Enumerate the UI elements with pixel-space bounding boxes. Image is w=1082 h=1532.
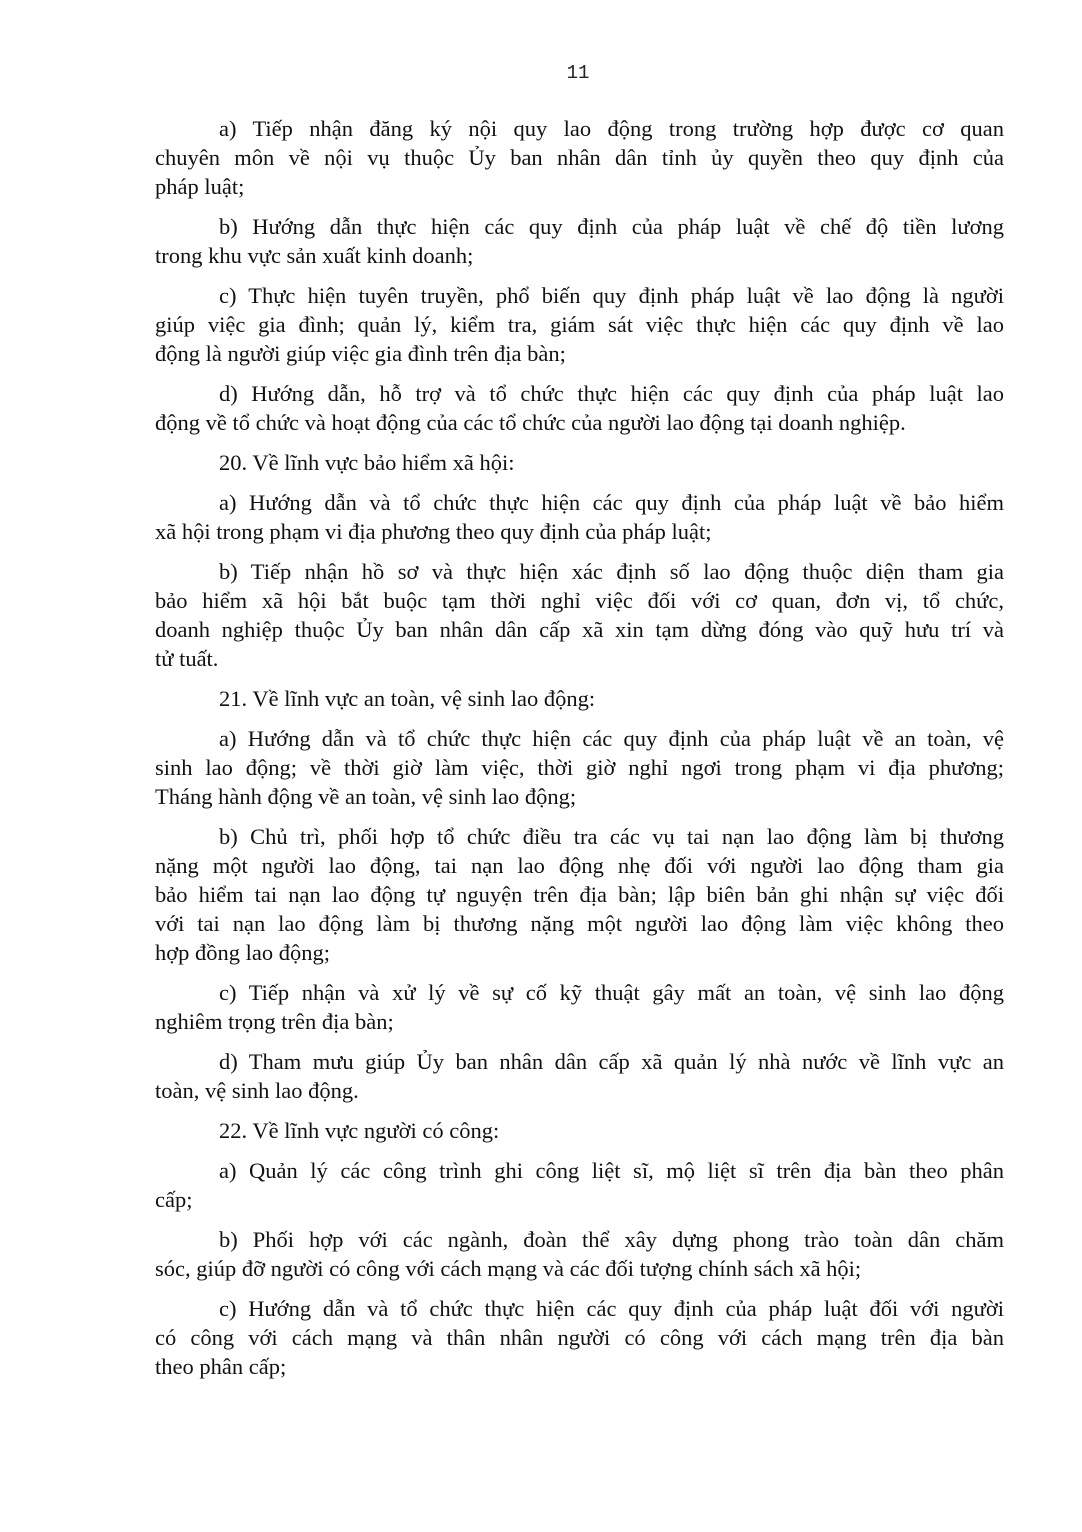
paragraph-line: Tháng hành động về an toàn, vệ sinh lao động; <box>155 784 577 809</box>
paragraph <box>155 114 1004 201</box>
paragraph-line: 21. Về lĩnh vực an toàn, vệ sinh lao động: <box>219 686 596 711</box>
paragraph-line: chuyên môn về nội vụ thuộc Ủy ban nhân dân tỉnh ủy quyền theo quy định của <box>155 145 1004 170</box>
paragraph <box>155 281 1004 368</box>
paragraph-line: doanh nghiệp thuộc Ủy ban nhân dân cấp xã xin tạm dừng đóng vào quỹ hưu trí và <box>155 617 1004 642</box>
paragraph-line: nặng một người lao động, tai nạn lao động nhẹ đối với người lao động tham gia <box>155 853 1004 878</box>
paragraph-line: cấp; <box>155 1187 193 1212</box>
paragraph-line: b) Phối hợp với các ngành, đoàn thể xây dựng phong trào toàn dân chăm <box>219 1227 1004 1252</box>
paragraph-line: 20. Về lĩnh vực bảo hiểm xã hội: <box>219 450 515 475</box>
paragraph-line: pháp luật; <box>155 174 245 199</box>
paragraph-line: có công với cách mạng và thân nhân người có công với cách mạng trên địa bàn <box>155 1325 1004 1350</box>
paragraph-line: với tai nạn lao động làm bị thương nặng một người lao động làm việc không theo <box>155 911 1004 936</box>
paragraph-line: d) Tham mưu giúp Ủy ban nhân dân cấp xã quản lý nhà nước về lĩnh vực an <box>219 1049 1004 1074</box>
paragraph <box>155 1047 1004 1105</box>
paragraph <box>155 1116 1004 1145</box>
paragraph <box>155 488 1004 546</box>
paragraph-line: bảo hiểm tai nạn lao động tự nguyện trên địa bàn; lập biên bản ghi nhận sự việc đối <box>155 882 1004 907</box>
paragraph-line: nghiêm trọng trên địa bàn; <box>155 1009 394 1034</box>
paragraph-line: sinh lao động; về thời giờ làm việc, thời giờ nghỉ ngơi trong phạm vi địa phương; <box>155 755 1004 780</box>
paragraph-line: động là người giúp việc gia đình trên địa bàn; <box>155 341 566 366</box>
paragraph-line: a) Quản lý các công trình ghi công liệt sĩ, mộ liệt sĩ trên địa bàn theo phân <box>219 1158 1004 1183</box>
paragraph <box>155 1156 1004 1214</box>
paragraph <box>155 724 1004 811</box>
paragraph-line: xã hội trong phạm vi địa phương theo quy định của pháp luật; <box>155 519 712 544</box>
paragraph-line: b) Chủ trì, phối hợp tổ chức điều tra các vụ tai nạn lao động làm bị thương <box>219 824 1004 849</box>
page-number: 11 <box>566 62 590 84</box>
paragraph-line: sóc, giúp đỡ người có công với cách mạng và các đối tượng chính sách xã hội; <box>155 1256 862 1281</box>
paragraph-line: b) Hướng dẫn thực hiện các quy định của pháp luật về chế độ tiền lương <box>219 214 1004 239</box>
paragraph <box>155 978 1004 1036</box>
paragraph-line: giúp việc gia đình; quản lý, kiểm tra, giám sát việc thực hiện các quy định về lao <box>155 312 1004 337</box>
paragraph <box>155 1225 1004 1283</box>
paragraph-line: b) Tiếp nhận hồ sơ và thực hiện xác định số lao động thuộc diện tham gia <box>219 559 1004 584</box>
paragraph-line: a) Hướng dẫn và tổ chức thực hiện các quy định của pháp luật về bảo hiểm <box>219 490 1004 515</box>
paragraph <box>155 448 1004 477</box>
paragraph-line: toàn, vệ sinh lao động. <box>155 1078 359 1103</box>
paragraph-line: d) Hướng dẫn, hỗ trợ và tổ chức thực hiện các quy định của pháp luật lao <box>219 381 1004 406</box>
paragraph-line: động về tổ chức và hoạt động của các tổ chức của người lao động tại doanh nghiệp. <box>155 410 906 435</box>
paragraph-line: 22. Về lĩnh vực người có công: <box>219 1118 500 1143</box>
paragraph-line: bảo hiểm xã hội bắt buộc tạm thời nghỉ việc đối với cơ quan, đơn vị, tổ chức, <box>155 588 1004 613</box>
paragraph <box>155 212 1004 270</box>
paragraph-line: c) Hướng dẫn và tổ chức thực hiện các quy định của pháp luật đối với người <box>219 1296 1004 1321</box>
paragraph <box>155 379 1004 437</box>
paragraph-line: hợp đồng lao động; <box>155 940 331 965</box>
paragraph <box>155 822 1004 967</box>
paragraph <box>155 1294 1004 1381</box>
paragraph <box>155 557 1004 673</box>
paragraph-line: trong khu vực sản xuất kinh doanh; <box>155 243 474 268</box>
paragraph-line: a) Tiếp nhận đăng ký nội quy lao động trong trường hợp được cơ quan <box>219 116 1004 141</box>
paragraph-line: c) Thực hiện tuyên truyền, phổ biến quy định pháp luật về lao động là người <box>219 283 1004 308</box>
paragraph-line: theo phân cấp; <box>155 1354 287 1379</box>
paragraph-line: a) Hướng dẫn và tổ chức thực hiện các quy định của pháp luật về an toàn, vệ <box>219 726 1004 751</box>
document-body <box>155 114 1004 1392</box>
paragraph-line: c) Tiếp nhận và xử lý về sự cố kỹ thuật gây mất an toàn, vệ sinh lao động <box>219 980 1004 1005</box>
paragraph-line: tử tuất. <box>155 646 219 671</box>
paragraph <box>155 684 1004 713</box>
